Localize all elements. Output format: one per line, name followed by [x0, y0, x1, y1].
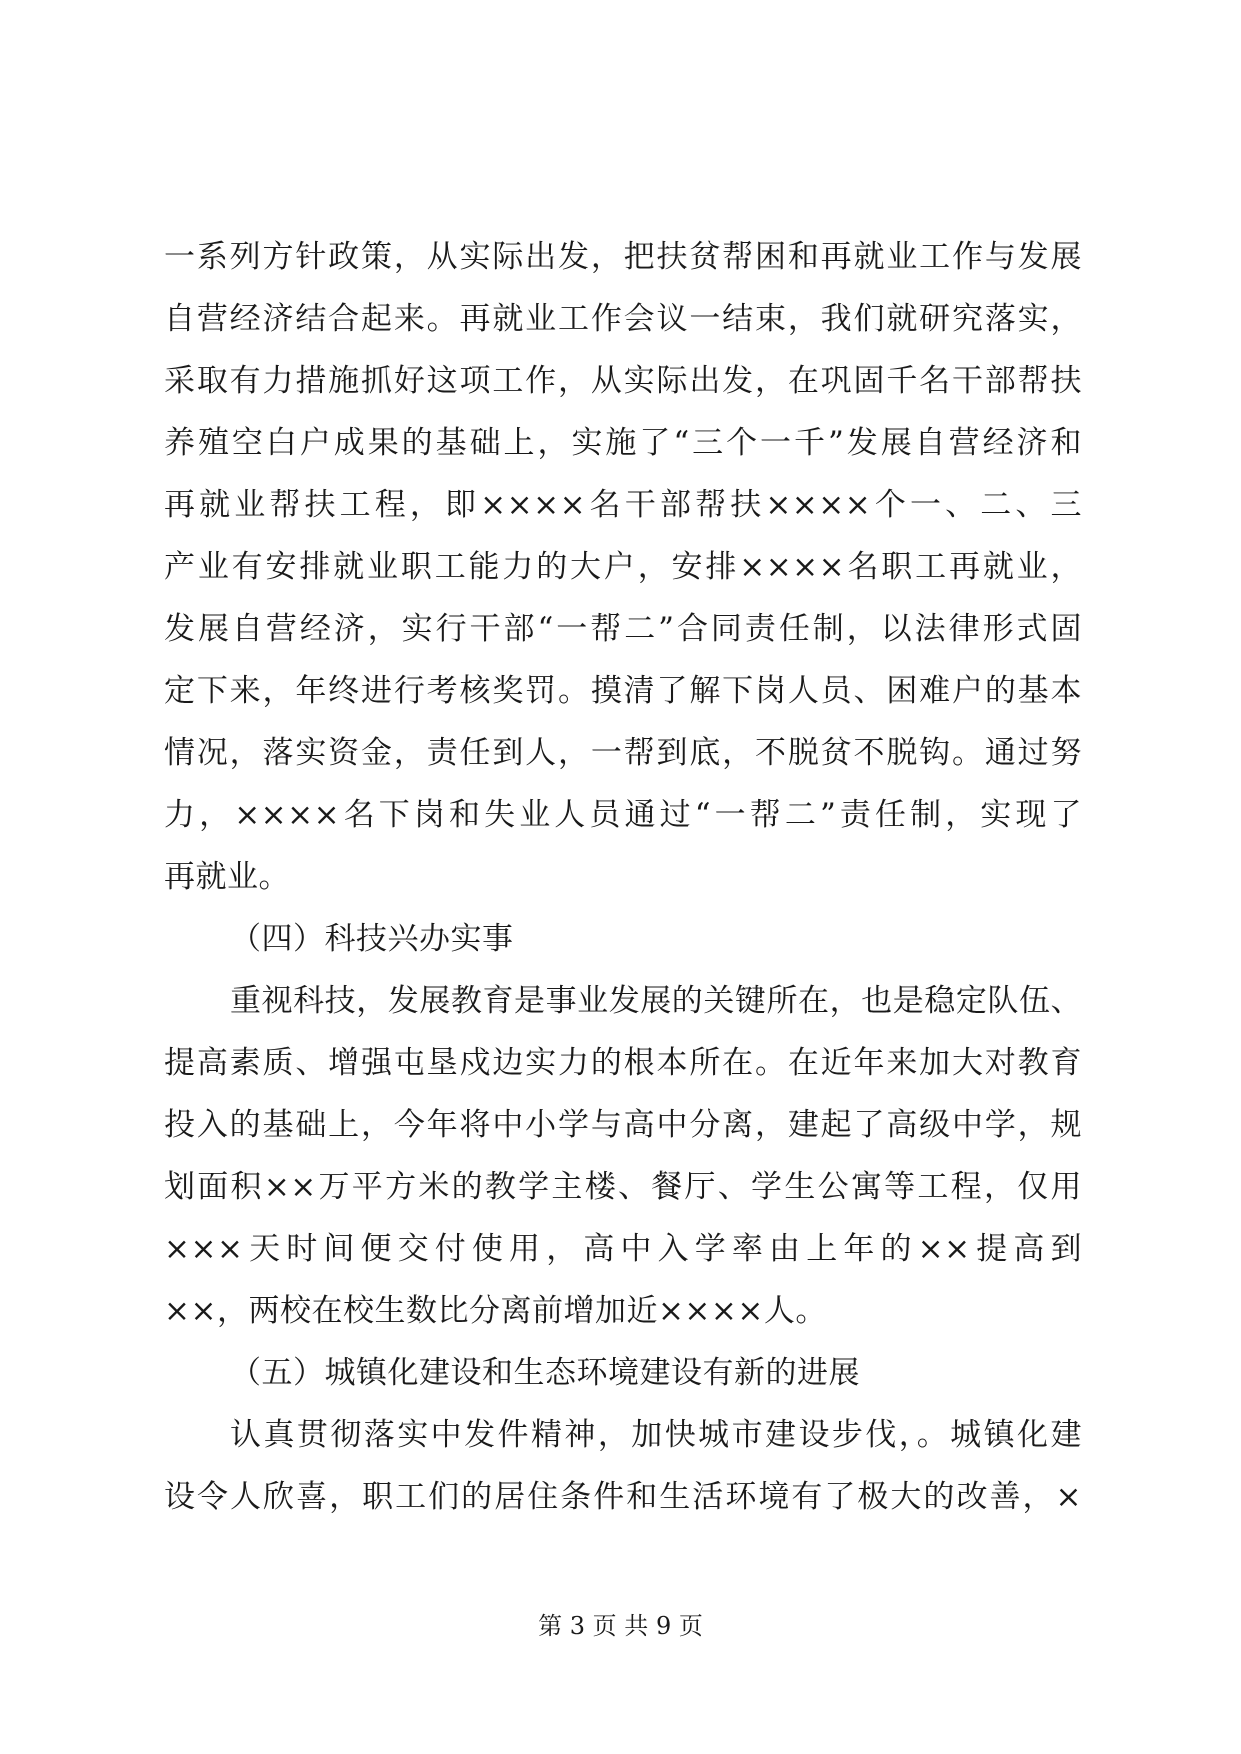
body-text-line: ××，两校在校生数比分离前增加近××××人。	[164, 1293, 827, 1329]
body-text-line: 发展自营经济，实行干部“一帮二”合同责任制，以法律形式固	[164, 611, 1082, 647]
body-text-line: 一系列方针政策，从实际出发，把扶贫帮困和再就业工作与发展	[164, 239, 1082, 275]
page-footer: 第 3 页 共 9 页	[538, 1612, 703, 1640]
body-text-line: 投入的基础上，今年将中小学与高中分离，建起了高级中学，规	[164, 1107, 1082, 1143]
body-text-line: 定下来，年终进行考核奖罚。摸清了解下岗人员、困难户的基本	[164, 673, 1082, 709]
body-text-line: 养殖空白户成果的基础上，实施了“三个一千”发展自营经济和	[164, 425, 1082, 461]
body-text-line: 重视科技，发展教育是事业发展的关键所在，也是稳定队伍、	[230, 983, 1082, 1019]
body-text-line: 再就业。	[164, 859, 290, 895]
body-text-line: 设令人欣喜，职工们的居住条件和生活环境有了极大的改善，×	[164, 1479, 1082, 1515]
body-text-line: 力，××××名下岗和失业人员通过“一帮二”责任制，实现了	[164, 797, 1082, 833]
body-text-line: 自营经济结合起来。再就业工作会议一结束，我们就研究落实，	[164, 301, 1082, 337]
body-text-line: 产业有安排就业职工能力的大户，安排××××名职工再就业，	[164, 549, 1082, 585]
document-body	[164, 226, 1082, 1528]
body-text-line: 认真贯彻落实中发件精神，加快城市建设步伐，。城镇化建	[230, 1417, 1082, 1453]
body-text-line: 情况，落实资金，责任到人，一帮到底，不脱贫不脱钩。通过努	[164, 735, 1082, 771]
body-text-line: ×××天时间便交付使用，高中入学率由上年的××提高到	[164, 1231, 1082, 1267]
body-text-line: 采取有力措施抓好这项工作，从实际出发，在巩固千名干部帮扶	[164, 363, 1082, 399]
section-heading: （五）城镇化建设和生态环境建设有新的进展	[230, 1355, 860, 1391]
body-text-line: 提高素质、增强屯垦戍边实力的根本所在。在近年来加大对教育	[164, 1045, 1082, 1081]
section-heading: （四）科技兴办实事	[230, 921, 514, 957]
body-text-line: 划面积××万平方米的教学主楼、餐厅、学生公寓等工程，仅用	[164, 1169, 1082, 1205]
body-text-line: 再就业帮扶工程，即××××名干部帮扶××××个一、二、三	[164, 487, 1082, 523]
